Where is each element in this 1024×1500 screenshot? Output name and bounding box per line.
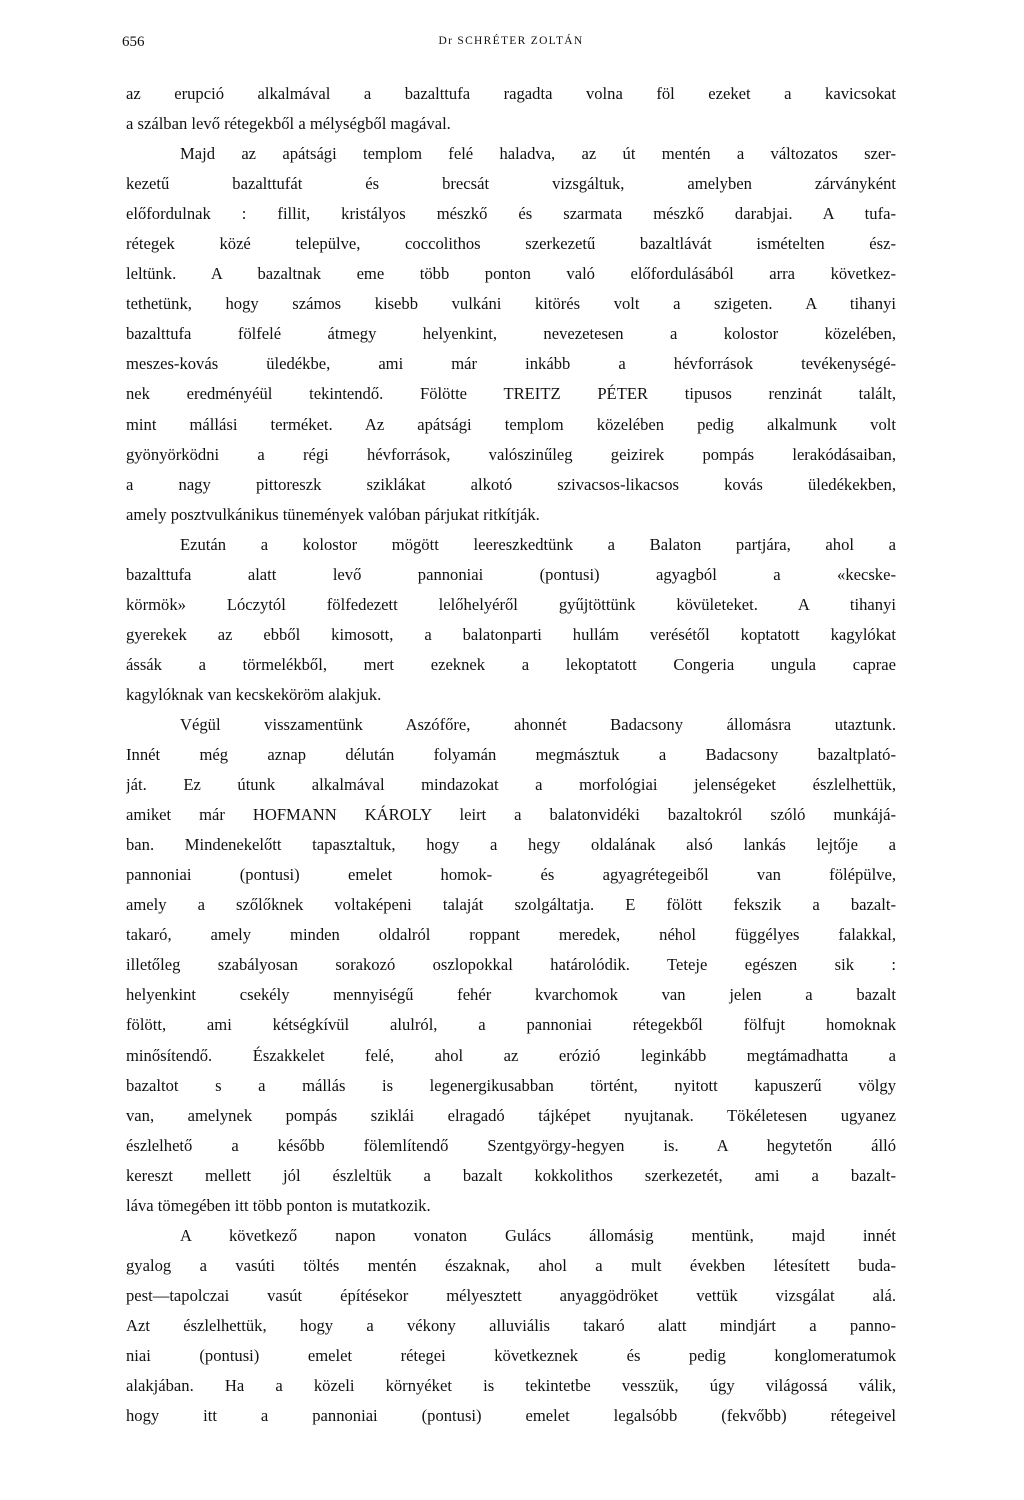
text-line: Innét még aznap délután folyamán megmásztuk a Badacsony bazaltplató- bbox=[126, 745, 896, 765]
page-number: 656 bbox=[122, 34, 145, 50]
text-line: gyerekek az ebből kimosott, a balatonparti hullám verésétől koptatott kagylókat bbox=[126, 624, 896, 644]
text-line: meszes-kovás üledékbe, ami már inkább a hévforrások tevékenységé- bbox=[126, 354, 896, 374]
text-line: nek eredményéül tekintendő. Fölötte TREITZ PÉTER tipusos renzinát talált, bbox=[126, 384, 896, 404]
text-line: ban. Mindenekelőtt tapasztaltuk, hogy a hegy oldalának alsó lankás lejtője a bbox=[126, 835, 896, 855]
text-line: körmök» Lóczytól fölfedezett lelőhelyéről gyűjtöttünk kövületeket. A tihanyi bbox=[126, 594, 896, 614]
text-line: pannoniai (pontusi) emelet homok- és agyagrétegeiből van fölépülve, bbox=[126, 865, 896, 885]
text-line: mint mállási terméket. Az apátsági templom közelében pedig alkalmunk volt bbox=[126, 414, 896, 434]
text-line: amiket már HOFMANN KÁROLY leirt a balatonvidéki bazaltokról szóló munkájá- bbox=[126, 805, 896, 825]
text-line: kezetű bazalttufát és brecsát vizsgáltuk, amelyben zárványként bbox=[126, 174, 896, 194]
text-line: gyalog a vasúti töltés mentén északnak, ahol a mult években létesített buda- bbox=[126, 1255, 896, 1275]
text-line: van, amelynek pompás sziklái elragadó tájképet nyujtanak. Tökéletesen ugyanez bbox=[126, 1105, 896, 1125]
text-line: fölött, ami kétségkívül alulról, a pannoniai rétegekből fölfujt homoknak bbox=[126, 1015, 896, 1035]
text-line: illetőleg szabályosan sorakozó oszlopokkal határolódik. Teteje egészen sik : bbox=[126, 955, 896, 975]
running-head: Dr SCHRÉTER ZOLTÁN bbox=[438, 35, 584, 47]
text-line: Majd az apátsági templom felé haladva, az út mentén a változatos szer- bbox=[180, 144, 896, 164]
text-line: észlelhető a később fölemlítendő Szentgyörgy-hegyen is. A hegytetőn álló bbox=[126, 1135, 896, 1155]
text-line: helyenkint csekély mennyiségű fehér kvarchomok van jelen a bazalt bbox=[126, 985, 896, 1005]
text-line: takaró, amely minden oldalról roppant meredek, néhol függélyes falakkal, bbox=[126, 925, 896, 945]
text-line: Ezután a kolostor mögött leereszkedtünk a Balaton partjára, ahol a bbox=[180, 534, 896, 554]
text-line: láva tömegében itt több ponton is mutatkozik. bbox=[126, 1195, 431, 1215]
text-line: kereszt mellett jól észleltük a bazalt kokkolithos szerkezetét, ami a bazalt- bbox=[126, 1165, 896, 1185]
text-line: gyönyörködni a régi hévforrások, valószinűleg geizirek pompás lerakódásaiban, bbox=[126, 444, 896, 464]
text-line: amely posztvulkánikus tünemények valóban párjukat ritkítják. bbox=[126, 504, 540, 524]
text-line: Azt észlelhettük, hogy a vékony alluviális takaró alatt mindjárt a panno- bbox=[126, 1315, 896, 1335]
text-line: amely a szőlőknek voltaképeni talaját szolgáltatja. E fölött fekszik a bazalt- bbox=[126, 895, 896, 915]
document-page bbox=[122, 30, 896, 1426]
text-line: ját. Ez útunk alkalmával mindazokat a morfológiai jelenségeket észlelhettük, bbox=[126, 775, 896, 795]
text-line: bazalttufa fölfelé átmegy helyenkint, nevezetesen a kolostor közelében, bbox=[126, 324, 896, 344]
text-line: bazaltot s a mállás is legenergikusabban történt, nyitott kapuszerű völgy bbox=[126, 1075, 896, 1095]
text-line: rétegek közé települve, coccolithos szerkezetű bazaltlávát ismételten ész- bbox=[126, 234, 896, 254]
text-line: hogy itt a pannoniai (pontusi) emelet legalsóbb (fekvőbb) rétegeivel bbox=[126, 1406, 896, 1426]
text-line: ássák a törmelékből, mert ezeknek a lekoptatott Congeria ungula caprae bbox=[126, 654, 896, 674]
text-line: minősítendő. Északkelet felé, ahol az erózió leginkább megtámadhatta a bbox=[126, 1045, 896, 1065]
text-line: niai (pontusi) emelet rétegei következnek és pedig konglomeratumok bbox=[126, 1345, 896, 1365]
text-line: a nagy pittoreszk sziklákat alkotó szivacsos-likacsos kovás üledékekben, bbox=[126, 474, 896, 494]
text-line: előfordulnak : fillit, kristályos mészkő és szarmata mészkő darabjai. A tufa- bbox=[126, 204, 896, 224]
body-text bbox=[126, 79, 896, 1431]
text-line: leltünk. A bazaltnak eme több ponton való előfordulásából arra következ- bbox=[126, 264, 896, 284]
text-line: az erupció alkalmával a bazalttufa ragadta volna föl ezeket a kavicsokat bbox=[126, 84, 896, 103]
page-header bbox=[122, 30, 896, 52]
text-line: A következő napon vonaton Gulács állomásig mentünk, majd innét bbox=[180, 1225, 896, 1245]
text-line: kagylóknak van kecskeköröm alakjuk. bbox=[126, 684, 382, 704]
text-line: tethetünk, hogy számos kisebb vulkáni kitörés volt a szigeten. A tihanyi bbox=[126, 294, 896, 314]
text-line: pest—tapolczai vasút építésekor mélyesztett anyaggödröket vettük vizsgálat alá. bbox=[126, 1285, 896, 1305]
text-line: a szálban levő rétegekből a mélységből magával. bbox=[126, 114, 451, 134]
text-line: Végül visszamentünk Aszófőre, ahonnét Badacsony állomásra utaztunk. bbox=[180, 714, 896, 734]
text-line: bazalttufa alatt levő pannoniai (pontusi) agyagból a «kecske- bbox=[126, 564, 896, 584]
text-line: alakjában. Ha a közeli környéket is tekintetbe vesszük, úgy világossá válik, bbox=[126, 1376, 896, 1396]
